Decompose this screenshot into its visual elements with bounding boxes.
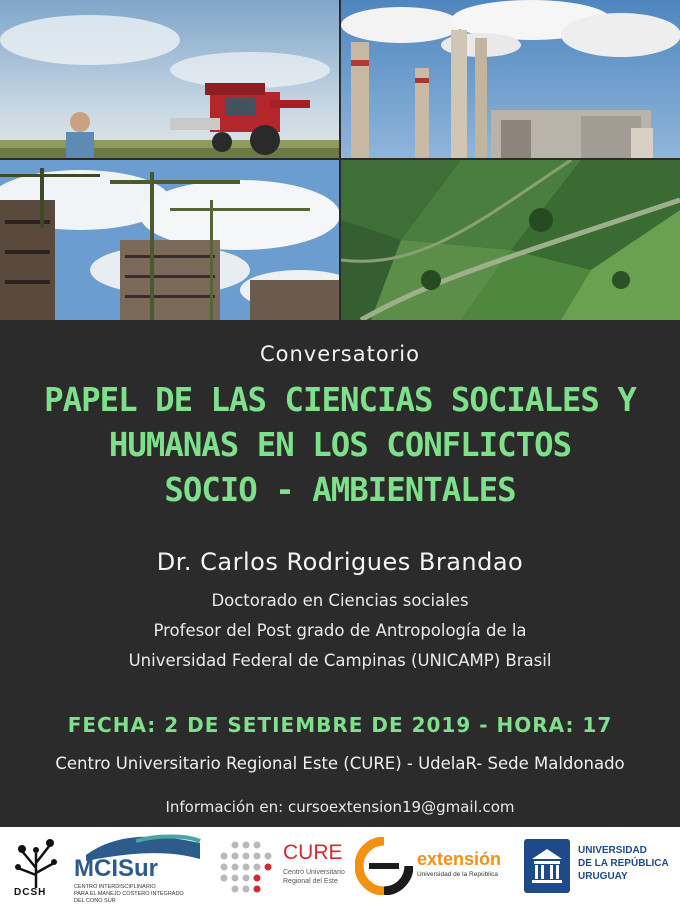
udelar-logo bbox=[524, 837, 674, 899]
sponsor-logos-footer bbox=[0, 827, 680, 907]
contact-info: Información en: cursoextension19@gmail.com bbox=[165, 798, 515, 816]
event-date-time: FECHA: 2 DE SETIEMBRE DE 2019 - HORA: 17 bbox=[67, 713, 613, 737]
event-title-line-1: PAPEL DE LAS CIENCIAS SOCIALES Y bbox=[44, 380, 636, 419]
event-venue: Centro Universitario Regional Este (CURE) - UdelaR- Sede Maldonado bbox=[55, 754, 625, 773]
udelar-line-2: DE LA REPÚBLICA bbox=[578, 858, 669, 869]
mcisur-sub-3: DEL CONO SUR bbox=[74, 898, 116, 904]
aerial-fields-photo bbox=[341, 160, 680, 320]
event-title-line-3: SOCIO - AMBIENTALES bbox=[164, 470, 516, 509]
speaker-detail-2: Profesor del Post grado de Antropología de la bbox=[153, 621, 527, 640]
mcisur-label: MCISur bbox=[74, 855, 158, 882]
photo-collage bbox=[0, 0, 680, 320]
extension-logo bbox=[355, 837, 515, 897]
extension-label: extensión bbox=[417, 849, 502, 869]
speaker-detail-1: Doctorado en Ciencias sociales bbox=[211, 591, 469, 610]
event-type: Conversatorio bbox=[259, 342, 420, 366]
cure-label: CURE bbox=[283, 841, 343, 864]
udelar-line-3: URUGUAY bbox=[578, 871, 628, 882]
udelar-line-1: UNIVERSIDAD bbox=[578, 845, 647, 856]
event-title-line-2: HUMANAS EN LOS CONFLICTOS bbox=[108, 425, 572, 464]
harvester-field-photo bbox=[0, 0, 339, 158]
mcisur-sub-1: CENTRO INTERDISCIPLINARIO bbox=[74, 884, 156, 890]
factory-smokestacks-photo bbox=[341, 0, 680, 158]
cure-sub-1: Centro Universitario bbox=[283, 869, 345, 876]
event-info-panel bbox=[0, 320, 680, 827]
construction-cranes-photo bbox=[0, 160, 339, 320]
dcsh-label: DCSH bbox=[14, 887, 47, 898]
cure-logo bbox=[215, 835, 345, 901]
cure-sub-2: Regional del Este bbox=[283, 878, 338, 885]
extension-sub: Universidad de la República bbox=[417, 871, 498, 878]
mcisur-sub-2: PARA EL MANEJO COSTERO INTEGRADO bbox=[74, 891, 184, 897]
speaker-name: Dr. Carlos Rodrigues Brandao bbox=[156, 548, 524, 576]
speaker-detail-3: Universidad Federal de Campinas (UNICAMP) Brasil bbox=[128, 651, 552, 670]
mcisur-logo bbox=[72, 833, 208, 903]
dcsh-logo bbox=[8, 833, 64, 903]
